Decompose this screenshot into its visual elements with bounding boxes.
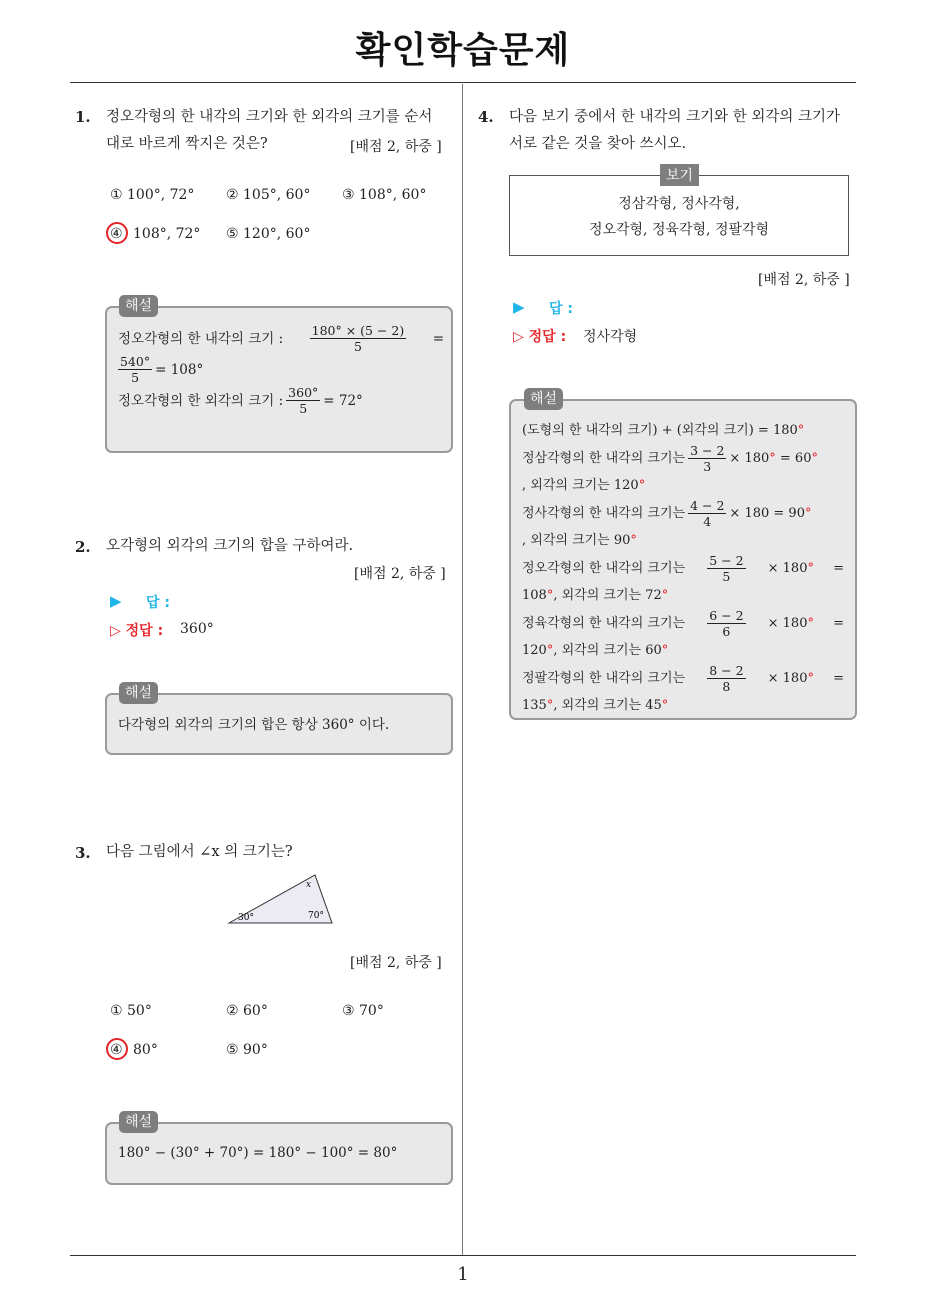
q1-sol-line3-text: 정오각형의 한 외각의 크기 :: [118, 392, 284, 409]
q4-bogi-content: [509, 191, 849, 243]
q3-option-5[interactable]: ⑤ 90°: [226, 1042, 268, 1058]
q1-sol-line1-text: 정오각형의 한 내각의 크기 :: [118, 330, 284, 347]
q4-answer-arrow-icon: ▶: [513, 298, 525, 316]
q3-number: 3.: [75, 844, 91, 862]
q3-solution-tag: 해설: [119, 1111, 158, 1133]
q1-solution-text: [118, 323, 444, 416]
q1-number: 1.: [75, 108, 91, 126]
q1-sol-line3-rest: = 72°: [323, 392, 363, 409]
q3-option-4-value[interactable]: 80°: [133, 1042, 158, 1058]
q1-sol-frac3: $\frac{360^\circ}{5}$: [288, 385, 319, 416]
q1-solution-tag: 해설: [119, 295, 158, 317]
q4-text-line2: 서로 같은 것을 찾아 쓰시오.: [509, 136, 687, 152]
q3-triangle-figure: [226, 870, 336, 928]
q2-correct-label: ▷ 정답 :: [110, 623, 164, 639]
q1-text-line2: 대로 바르게 짝지은 것은?: [106, 136, 268, 152]
q3-label-30: 30°: [238, 913, 254, 923]
q2-answer-arrow-icon: ▶: [110, 592, 122, 610]
q1-option-4-mark[interactable]: ④: [110, 226, 123, 242]
q1-sol-frac1: $\frac{180^\circ \times (5 - 2)}{5}$: [311, 323, 405, 354]
top-rule: [70, 82, 856, 83]
q3-option-2[interactable]: ② 60°: [226, 1003, 268, 1019]
q4-bogi-line1: 정삼각형, 정사각형,: [618, 196, 740, 212]
column-divider: [462, 84, 463, 1256]
q1-option-3[interactable]: ③ 108°, 60°: [342, 187, 427, 203]
q4-text-line1: 다음 보기 중에서 한 내각의 크기와 한 외각의 크기가: [509, 109, 841, 125]
q2-text: 오각형의 외각의 크기의 합을 구하여라.: [106, 538, 354, 554]
q4-bogi-line2: 정오각형, 정육각형, 정팔각형: [588, 222, 770, 238]
q4-solution-text: (도형의 한 내각의 크기) + (외각의 크기) = 180° 정삼각형의 한 내각의 크기는 $\frac{3 - 2}{3}$ × 180 ° = 60 ° , 외각의 크기는 120° 정사각형의 한 내각의 크기는 $\frac{4 - 2}{4}$ × 180 = 90 ° , 외각의 크기는 90° 정오각형의 한 내각의 크기는 $\frac{5 - 2}{5}$ × 180° = 108°, 외각의 크기는 72° 정육각형의 한 내각의 크기는 $\frac{6 - 2}{6}$ × 180° = 120°, 외각의 크기는 60° 정팔각형의 한 내각의 크기는 $\frac{8 - 2}{8}$ × 180° = 135°, 외각의 크기는 45°: [522, 423, 844, 713]
q3-label-70: 70°: [308, 911, 324, 921]
q1-text-line1: 정오각형의 한 내각의 크기와 한 외각의 크기를 순서: [106, 109, 433, 125]
q2-solution-tag: 해설: [119, 682, 158, 704]
q3-label-x: x: [306, 880, 312, 890]
q3-solution-text: 180° − (30° + 70°) = 180° − 100° = 80°: [118, 1145, 398, 1161]
q4-bogi-tag: 보기: [660, 164, 699, 186]
q1-sol-line2-rest: = 108°: [155, 361, 204, 378]
q1-option-4-value[interactable]: 108°, 72°: [133, 226, 201, 242]
page-number: 1: [457, 1264, 469, 1285]
q4-correct-value: 정사각형: [583, 329, 638, 345]
q2-solution-text: 다각형의 외각의 크기의 합은 항상 360° 이다.: [118, 717, 390, 733]
q3-meta: [배점 2, 하중 ]: [350, 955, 442, 971]
q2-number: 2.: [75, 538, 91, 556]
q2-answer-label: 답 :: [146, 595, 170, 611]
q4-meta: [배점 2, 하중 ]: [758, 272, 850, 288]
q3-option-1[interactable]: ① 50°: [110, 1003, 152, 1019]
bottom-rule: [70, 1255, 856, 1256]
q1-option-5[interactable]: ⑤ 120°, 60°: [226, 226, 311, 242]
q1-option-1[interactable]: ① 100°, 72°: [110, 187, 195, 203]
q4-answer-label: 답 :: [549, 301, 573, 317]
q4-solution-tag: 해설: [524, 388, 563, 410]
q4-number: 4.: [478, 108, 494, 126]
q3-text: 다음 그림에서 ∠x 의 크기는?: [106, 844, 293, 860]
q2-meta: [배점 2, 하중 ]: [354, 566, 446, 582]
q1-sol-line1-eq: =: [432, 330, 444, 347]
q1-option-2[interactable]: ② 105°, 60°: [226, 187, 311, 203]
q3-option-4-mark[interactable]: ④: [110, 1042, 123, 1058]
q2-correct-value: 360°: [180, 621, 214, 637]
q3-option-3[interactable]: ③ 70°: [342, 1003, 384, 1019]
q4-correct-label: ▷ 정답 :: [513, 329, 567, 345]
q1-meta: [배점 2, 하중 ]: [350, 139, 442, 155]
q1-sol-frac2: $\frac{540^\circ}{5}$: [120, 354, 151, 385]
page-title: 확인학습문제: [355, 30, 571, 71]
